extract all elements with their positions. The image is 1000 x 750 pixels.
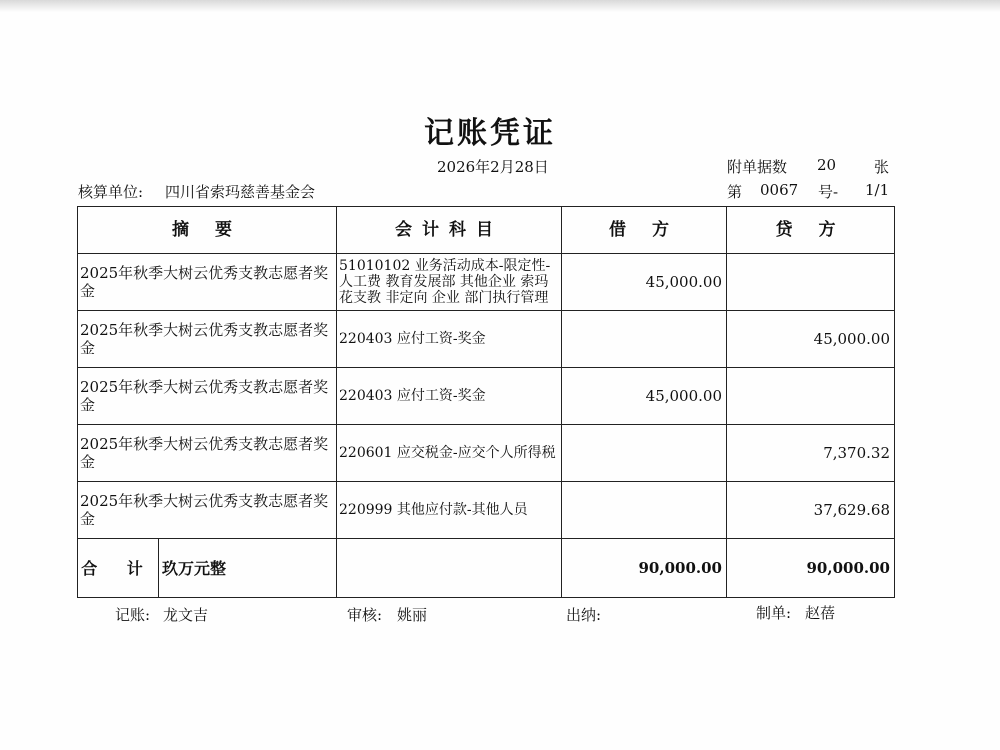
page-indicator: 1/1 — [865, 181, 890, 199]
row-debit — [562, 425, 727, 482]
row-debit — [562, 482, 727, 539]
row-summary: 2025年秋季大树云优秀支教志愿者奖金 — [78, 425, 337, 482]
number-prefix: 第 — [727, 183, 743, 201]
table-row — [78, 254, 895, 311]
cashier-label: 出纳: — [566, 606, 602, 624]
bookkeeper-name: 龙文吉 — [163, 606, 209, 624]
voucher-date: 2026年2月28日 — [437, 158, 549, 176]
total-amount-words: 玖万元整 — [162, 558, 227, 578]
number-suffix: 号- — [818, 183, 839, 201]
row-account: 220403 应付工资-奖金 — [337, 368, 562, 425]
row-debit — [562, 311, 727, 368]
row-debit: 45,000.00 — [562, 368, 727, 425]
row-summary: 2025年秋季大树云优秀支教志愿者奖金 — [78, 368, 337, 425]
total-account-empty — [337, 539, 562, 598]
row-credit: 45,000.00 — [727, 311, 895, 368]
table-row — [78, 425, 895, 482]
header-summary: 摘 要 — [78, 207, 337, 254]
row-account: 220999 其他应付款-其他人员 — [337, 482, 562, 539]
row-account: 220403 应付工资-奖金 — [337, 311, 562, 368]
attachment-label: 附单据数 — [727, 158, 788, 176]
header-credit: 贷 方 — [727, 207, 895, 254]
row-debit: 45,000.00 — [562, 254, 727, 311]
row-credit — [727, 254, 895, 311]
total-debit: 90,000.00 — [562, 539, 727, 598]
bookkeeper-label: 记账: — [115, 606, 151, 624]
row-credit: 7,370.32 — [727, 425, 895, 482]
unit-label: 核算单位: — [78, 183, 144, 201]
attachment-count: 20 — [817, 156, 837, 174]
unit-name: 四川省索玛慈善基金会 — [165, 183, 316, 201]
row-credit: 37,629.68 — [727, 482, 895, 539]
row-credit — [727, 368, 895, 425]
table-row — [78, 311, 895, 368]
total-row — [78, 539, 895, 598]
reviewer-label: 审核: — [347, 606, 383, 624]
table-header-row — [78, 207, 895, 254]
header-debit: 借 方 — [562, 207, 727, 254]
preparer-label: 制单: — [756, 604, 792, 622]
total-cell — [78, 539, 337, 598]
row-summary: 2025年秋季大树云优秀支教志愿者奖金 — [78, 311, 337, 368]
total-label: 合 计 — [78, 539, 159, 597]
voucher-table — [77, 206, 895, 598]
voucher-number: 0067 — [760, 181, 799, 199]
preparer-name: 赵蓓 — [805, 604, 836, 622]
header-account: 会计科目 — [337, 207, 562, 254]
reviewer-name: 姚丽 — [397, 606, 428, 624]
attachment-unit: 张 — [874, 158, 890, 176]
row-account: 220601 应交税金-应交个人所得税 — [337, 425, 562, 482]
scan-edge-shadow — [0, 0, 1000, 12]
row-summary: 2025年秋季大树云优秀支教志愿者奖金 — [78, 482, 337, 539]
voucher-title: 记账凭证 — [424, 116, 556, 151]
table-row — [78, 368, 895, 425]
row-account: 51010102 业务活动成本-限定性-人工费 教育发展部 其他企业 索玛花支教 非定向 企业 部门执行管理 — [337, 254, 562, 311]
total-credit: 90,000.00 — [727, 539, 895, 598]
row-summary: 2025年秋季大树云优秀支教志愿者奖金 — [78, 254, 337, 311]
table-row — [78, 482, 895, 539]
